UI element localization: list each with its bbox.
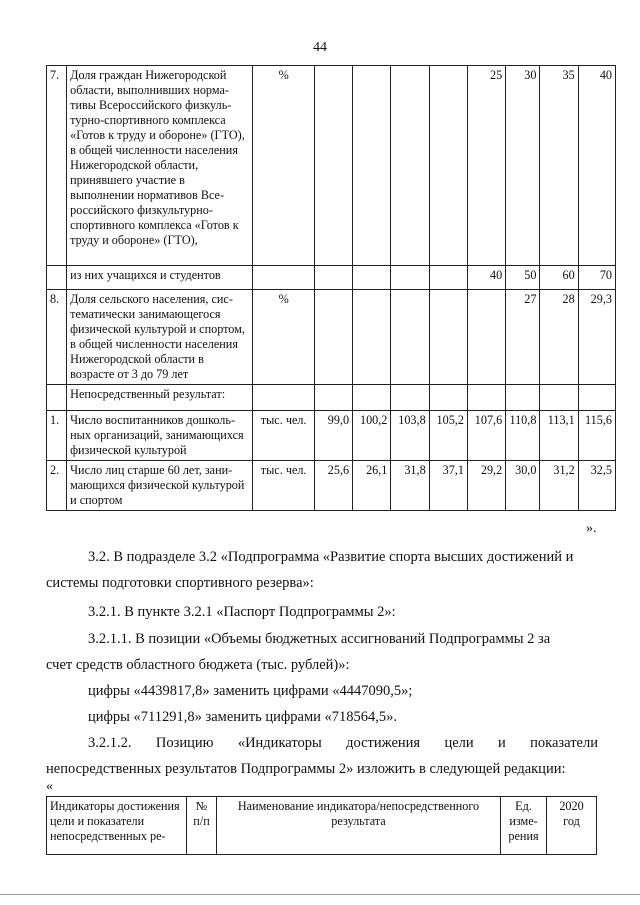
indicator-name: Доля граждан Нижегородской области, выполнивших нормативы Всероссийского физкультурно-спортивного комплекса «Готов к труду и обороне» (ГТО), в общей численности населения Нижегородской области, принявшего участие в выполнении нормативов Всероссийского физкультурно-спортивного комплекса «Готов к труду и обороне» (ГТО), bbox=[67, 66, 253, 266]
value-cell: 30 bbox=[506, 66, 540, 266]
value-cell bbox=[506, 385, 540, 411]
value-cell bbox=[578, 385, 615, 411]
value-cell: 40 bbox=[578, 66, 615, 266]
value-cell: 31,2 bbox=[540, 461, 578, 511]
paragraph-3-2-1-2-line1: 3.2.1.2. Позицию «Индикаторы достижения цели и показатели bbox=[88, 735, 598, 751]
value-cell: 25,6 bbox=[314, 461, 352, 511]
value-cell: 99,0 bbox=[314, 411, 352, 461]
value-cell bbox=[391, 385, 429, 411]
row-number: 7. bbox=[47, 66, 67, 266]
value-cell: 100,2 bbox=[353, 411, 391, 461]
table-header-row bbox=[47, 797, 597, 855]
value-cell: 27 bbox=[506, 290, 540, 385]
header-unit: Ед. измерения bbox=[501, 797, 547, 855]
table-row bbox=[47, 385, 616, 411]
paragraph-3-2-1: 3.2.1. В пункте 3.2.1 «Паспорт Подпрограммы 2»: bbox=[88, 604, 396, 620]
paragraph-3-2-1-2-line2: непосредственных результатов Подпрограммы 2» изложить в следующей редакции: bbox=[46, 761, 566, 777]
indicator-name: Число воспитанников дошкольных организаций, занимающихся физической культурой bbox=[67, 411, 253, 461]
value-cell bbox=[314, 266, 352, 290]
row-number: 2. bbox=[47, 461, 67, 511]
value-cell bbox=[353, 385, 391, 411]
value-cell bbox=[467, 385, 505, 411]
paragraph-3-2-1-1-line1: 3.2.1.1. В позиции «Объемы бюджетных ассигнований Подпрограммы 2 за bbox=[88, 631, 551, 647]
row-number: 1. bbox=[47, 411, 67, 461]
value-cell: 25 bbox=[467, 66, 505, 266]
value-cell bbox=[540, 385, 578, 411]
scan-edge bbox=[0, 894, 640, 895]
value-cell bbox=[429, 385, 467, 411]
value-cell: 30,0 bbox=[506, 461, 540, 511]
value-cell: 115,6 bbox=[578, 411, 615, 461]
value-cell: 26,1 bbox=[353, 461, 391, 511]
value-cell bbox=[353, 66, 391, 266]
value-cell bbox=[314, 66, 352, 266]
value-cell: 37,1 bbox=[429, 461, 467, 511]
indicator-name: Доля сельского населения, систематически занимающегося физической культурой и спортом, в общей численности населения Нижегородской области в возрасте от 3 до 79 лет bbox=[67, 290, 253, 385]
value-cell: 105,2 bbox=[429, 411, 467, 461]
unit-cell: тыс. чел. bbox=[253, 461, 314, 511]
header-number: № п/п bbox=[187, 797, 217, 855]
value-cell bbox=[391, 290, 429, 385]
unit-cell bbox=[253, 385, 314, 411]
value-cell bbox=[429, 66, 467, 266]
table-row bbox=[47, 411, 616, 461]
table-row bbox=[47, 66, 616, 266]
unit-cell: % bbox=[253, 66, 314, 266]
paragraph-3-2-1-1-line2: счет средств областного бюджета (тыс. рублей)»: bbox=[46, 657, 350, 673]
value-cell: 32,5 bbox=[578, 461, 615, 511]
value-cell bbox=[467, 290, 505, 385]
indicators-table bbox=[46, 65, 616, 511]
value-cell: 40 bbox=[467, 266, 505, 290]
paragraph-3-2-line1: 3.2. В подразделе 3.2 «Подпрограмма «Развитие спорта высших достижений и bbox=[88, 549, 574, 565]
indicator-name: Непосредственный результат: bbox=[67, 385, 253, 411]
value-cell: 35 bbox=[540, 66, 578, 266]
indicator-name: из них учащихся и студентов bbox=[67, 266, 253, 290]
row-number: 8. bbox=[47, 290, 67, 385]
row-number bbox=[47, 266, 67, 290]
value-cell: 107,6 bbox=[467, 411, 505, 461]
value-cell: 28 bbox=[540, 290, 578, 385]
paragraph-digits-1: цифры «4439817,8» заменить цифрами «4447090,5»; bbox=[88, 683, 413, 699]
row-number bbox=[47, 385, 67, 411]
value-cell bbox=[391, 266, 429, 290]
value-cell bbox=[429, 290, 467, 385]
value-cell bbox=[314, 385, 352, 411]
value-cell: 70 bbox=[578, 266, 615, 290]
value-cell: 29,3 bbox=[578, 290, 615, 385]
value-cell bbox=[353, 290, 391, 385]
header-indicators: Индикаторы достижения цели и показатели непосредственных ре- bbox=[47, 797, 187, 855]
indicator-name: Число лиц старше 60 лет, занимающихся физической культурой и спортом bbox=[67, 461, 253, 511]
opening-quote: « bbox=[46, 779, 53, 794]
unit-cell bbox=[253, 266, 314, 290]
value-cell: 103,8 bbox=[391, 411, 429, 461]
subprogram-indicators-header-table bbox=[46, 796, 597, 855]
value-cell bbox=[391, 66, 429, 266]
paragraph-3-2-line2: системы подготовки спортивного резерва»: bbox=[46, 575, 314, 591]
value-cell: 31,8 bbox=[391, 461, 429, 511]
closing-quote: ». bbox=[586, 521, 597, 536]
table-row bbox=[47, 290, 616, 385]
value-cell: 113,1 bbox=[540, 411, 578, 461]
value-cell: 60 bbox=[540, 266, 578, 290]
table-row bbox=[47, 461, 616, 511]
paragraph-digits-2: цифры «711291,8» заменить цифрами «718564,5». bbox=[88, 709, 398, 725]
value-cell bbox=[353, 266, 391, 290]
table-row bbox=[47, 266, 616, 290]
unit-cell: % bbox=[253, 290, 314, 385]
page-number: 44 bbox=[313, 40, 327, 55]
value-cell: 29,2 bbox=[467, 461, 505, 511]
value-cell bbox=[314, 290, 352, 385]
header-indicator-name: Наименование индикатора/непосредственного результата bbox=[217, 797, 501, 855]
value-cell: 50 bbox=[506, 266, 540, 290]
value-cell: 110,8 bbox=[506, 411, 540, 461]
unit-cell: тыс. чел. bbox=[253, 411, 314, 461]
value-cell bbox=[429, 266, 467, 290]
header-year-2020: 2020 год bbox=[547, 797, 597, 855]
